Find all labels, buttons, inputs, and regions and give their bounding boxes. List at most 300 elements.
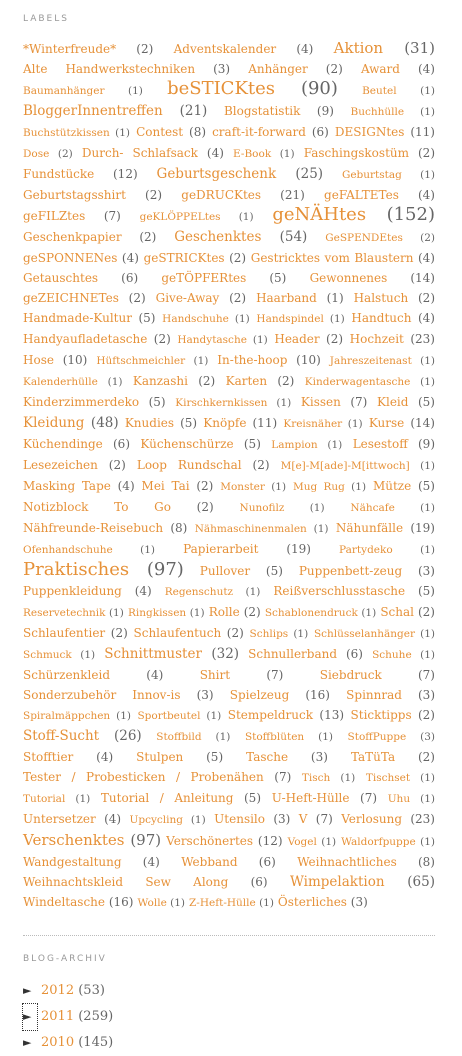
- label-link[interactable]: Sportbeutel: [137, 710, 201, 722]
- label-link[interactable]: Nähunfälle: [335, 521, 404, 535]
- label-link[interactable]: Tutorial / Anleitung: [100, 791, 234, 805]
- label-link[interactable]: Knudies: [124, 416, 175, 430]
- label-link[interactable]: Schlaufentier: [23, 626, 106, 640]
- label-link[interactable]: Partydeko: [339, 544, 393, 556]
- label-item: [23, 479, 135, 493]
- label-link[interactable]: geDRUCKtes: [181, 188, 262, 202]
- label-link[interactable]: Kalenderhülle: [23, 376, 98, 388]
- label-link[interactable]: Praktisches: [23, 559, 130, 580]
- label-count: (1): [347, 418, 363, 430]
- archive-year-link[interactable]: 2010: [41, 1035, 75, 1050]
- label-link[interactable]: Verlosung: [341, 812, 402, 826]
- label-link[interactable]: Lesezeichen: [23, 458, 98, 472]
- label-link[interactable]: Tischset: [365, 772, 411, 784]
- label-count: (2): [326, 332, 344, 346]
- label-count: (1): [420, 649, 435, 661]
- label-link[interactable]: Kleid: [377, 395, 409, 409]
- label-link[interactable]: Stempeldruck: [227, 708, 314, 722]
- label-link[interactable]: Webband: [181, 855, 238, 869]
- label-item: [23, 649, 95, 661]
- label-link[interactable]: Nähfreunde-Reisebuch: [23, 521, 164, 535]
- label-item: [156, 731, 230, 743]
- label-item: [23, 188, 162, 202]
- label-link[interactable]: Mei Tai: [141, 479, 190, 493]
- label-item: [248, 647, 363, 661]
- label-link[interactable]: Vogel: [287, 836, 317, 848]
- label-link[interactable]: Geschenktes: [174, 229, 262, 245]
- label-link[interactable]: Spielzeug: [229, 688, 290, 702]
- label-count: (2): [110, 626, 128, 640]
- label-link[interactable]: In-the-hoop: [217, 353, 288, 367]
- label-link[interactable]: Contest: [136, 125, 184, 139]
- label-link[interactable]: Tisch: [301, 772, 331, 784]
- label-link[interactable]: Loop Rundschal: [136, 458, 242, 472]
- label-link[interactable]: Uhu: [387, 793, 411, 805]
- label-item: [200, 564, 283, 578]
- label-count: (31): [404, 39, 435, 57]
- label-count: (1): [107, 376, 123, 388]
- label-count: (7): [350, 395, 368, 409]
- label-link[interactable]: Handschuhe: [162, 313, 229, 325]
- label-item: [23, 127, 130, 139]
- label-link[interactable]: Halstuch: [353, 291, 409, 305]
- label-item: [174, 229, 307, 245]
- label-item: [246, 750, 328, 764]
- archive-year-link[interactable]: 2011: [41, 1009, 75, 1024]
- label-link[interactable]: Schablonendruck: [264, 607, 358, 619]
- label-link[interactable]: V: [298, 812, 308, 826]
- label-link[interactable]: geFILZtes: [23, 209, 86, 223]
- label-link[interactable]: Shirt: [199, 668, 231, 682]
- archive-year-item: [23, 1004, 435, 1030]
- label-link[interactable]: Wimpelaktion: [290, 874, 385, 890]
- label-link[interactable]: Schürzenkleid: [23, 668, 111, 682]
- label-link[interactable]: geFALTETes: [324, 188, 399, 202]
- label-count: (2): [229, 291, 247, 305]
- label-link[interactable]: Siebdruck: [319, 668, 382, 682]
- label-link[interactable]: Verschenktes: [23, 831, 125, 849]
- label-link[interactable]: Schlüsselanhänger: [313, 628, 416, 640]
- label-link[interactable]: U-Heft-Hülle: [271, 791, 350, 805]
- label-link[interactable]: Ringkissen: [127, 607, 187, 619]
- label-link[interactable]: Baumanhänger: [23, 85, 105, 97]
- label-item: [314, 628, 435, 640]
- label-item: [23, 415, 119, 431]
- label-link[interactable]: Karten: [225, 374, 268, 388]
- label-count: (5): [180, 416, 198, 430]
- label-count: (1): [271, 481, 287, 493]
- label-count: (21): [280, 188, 305, 202]
- label-link[interactable]: Ofenhandschuhe: [23, 544, 113, 556]
- label-link[interactable]: geTÖPFERtes: [161, 271, 247, 285]
- label-link[interactable]: Fundstücke: [23, 167, 95, 181]
- label-item: [23, 42, 153, 56]
- label-count: (4): [121, 251, 139, 265]
- label-item: [351, 311, 435, 325]
- label-link[interactable]: Aktion: [333, 39, 384, 57]
- label-count: (1): [326, 291, 344, 305]
- label-link[interactable]: Haarband: [256, 291, 317, 305]
- label-link[interactable]: Spinnrad: [346, 688, 402, 702]
- label-count: (1): [190, 814, 206, 826]
- label-count: (7): [274, 770, 292, 784]
- label-item: [157, 166, 324, 182]
- label-link[interactable]: Pullover: [199, 564, 251, 578]
- label-link[interactable]: Sonderzubehör Innov-is: [23, 688, 181, 702]
- label-count: (2): [417, 708, 435, 722]
- label-count: (10): [62, 353, 88, 367]
- label-link[interactable]: *Winterfreude*: [23, 42, 117, 56]
- label-link[interactable]: geNÄHtes: [272, 204, 367, 225]
- label-count: (4): [417, 251, 435, 265]
- label-link[interactable]: Durch- Schlafsack: [81, 146, 198, 160]
- label-link[interactable]: Upcycling: [129, 814, 183, 826]
- label-count: (1): [115, 127, 131, 139]
- label-link[interactable]: Handyaufladetasche: [23, 332, 148, 346]
- label-link[interactable]: Stoffbild: [156, 731, 202, 743]
- label-count: (14): [410, 416, 435, 430]
- label-link[interactable]: Windeltasche: [23, 895, 105, 909]
- label-link[interactable]: Schal: [380, 605, 414, 619]
- label-item: [23, 770, 291, 784]
- label-count: (4): [417, 188, 435, 202]
- label-link[interactable]: Mütze: [372, 479, 412, 493]
- label-link[interactable]: Nähmaschinenmalen: [194, 523, 307, 535]
- label-link[interactable]: M[e]-M[ade]-M[ittwoch]: [280, 460, 410, 472]
- label-link[interactable]: Buchhülle: [350, 106, 405, 118]
- label-item: [209, 605, 261, 619]
- label-link[interactable]: Küchendinge: [23, 437, 103, 451]
- label-count: (1): [321, 836, 337, 848]
- label-item: [23, 855, 160, 869]
- archive-year-link[interactable]: 2012: [41, 983, 75, 998]
- label-link[interactable]: Jahreszeitenast: [329, 355, 412, 367]
- label-link[interactable]: DESIGNtes: [334, 125, 405, 139]
- label-item: [23, 875, 268, 889]
- label-item: [351, 708, 435, 722]
- label-count: (8): [417, 855, 435, 869]
- label-count: (2): [325, 62, 343, 76]
- label-count: (14): [410, 271, 435, 285]
- label-count: (5): [269, 271, 287, 285]
- label-link[interactable]: Faschingskostüm: [303, 146, 409, 160]
- label-link[interactable]: Schmuck: [23, 649, 72, 661]
- label-item: [181, 855, 276, 869]
- label-link[interactable]: Award: [360, 62, 400, 76]
- label-count: (3): [310, 750, 328, 764]
- label-count: (10): [296, 353, 321, 367]
- label-link[interactable]: geZEICHNETes: [23, 291, 119, 305]
- label-item: [130, 814, 206, 826]
- label-item: [140, 437, 260, 451]
- label-link[interactable]: Hüftschmeichler: [96, 355, 186, 367]
- label-link[interactable]: Kissen: [300, 395, 341, 409]
- label-count: (4): [117, 479, 135, 493]
- label-link[interactable]: Utensilo: [214, 812, 265, 826]
- label-link[interactable]: Tutorial: [23, 793, 66, 805]
- archive-year-count: (53): [78, 983, 105, 998]
- archive-year-count: (145): [78, 1035, 114, 1050]
- label-link[interactable]: Geschenkpapier: [23, 230, 122, 244]
- label-item: [220, 481, 286, 493]
- label-link[interactable]: craft-it-forward: [212, 125, 306, 139]
- label-link[interactable]: Wandgestaltung: [23, 855, 122, 869]
- label-count: (6): [311, 125, 329, 139]
- label-link[interactable]: Stoff-Sucht: [23, 728, 100, 744]
- label-item: [310, 271, 435, 285]
- label-link[interactable]: Handytasche: [177, 334, 247, 346]
- blog-archive-heading: BLOG-ARCHIV: [23, 954, 107, 964]
- label-item: [339, 544, 435, 556]
- label-count: (8): [170, 521, 188, 535]
- label-item: [23, 271, 138, 285]
- label-link[interactable]: geKLÖPPELtes: [139, 211, 221, 223]
- label-link[interactable]: GeSPENDEtes: [325, 232, 403, 244]
- label-item: [177, 334, 267, 346]
- label-item: [251, 251, 435, 265]
- label-link[interactable]: Tasche: [246, 750, 289, 764]
- label-count: (1): [318, 731, 333, 743]
- label-link[interactable]: Dose: [23, 148, 50, 160]
- label-item: [272, 791, 377, 805]
- label-link[interactable]: Stulpen: [136, 750, 184, 764]
- label-item: [281, 460, 435, 472]
- label-link[interactable]: geSPONNENes: [23, 251, 118, 265]
- label-link[interactable]: TaTüTa: [350, 750, 396, 764]
- label-link[interactable]: Beutel: [362, 85, 397, 97]
- label-count: (2): [108, 458, 126, 472]
- label-link[interactable]: Knöpfe: [203, 416, 247, 430]
- label-count: (152): [386, 204, 435, 225]
- label-link[interactable]: Alte Handwerkstechniken: [23, 62, 196, 76]
- label-link[interactable]: Z-Heft-Hülle: [189, 897, 256, 909]
- label-link[interactable]: Gewonnenes: [309, 271, 388, 285]
- label-link[interactable]: Schlips: [249, 628, 289, 640]
- label-link[interactable]: Tester / Probesticken / Probenähen: [23, 770, 264, 784]
- label-link[interactable]: Reißverschlusstasche: [273, 584, 406, 598]
- label-item: [226, 374, 295, 388]
- label-link[interactable]: Hose: [23, 353, 54, 367]
- label-link[interactable]: Header: [274, 332, 320, 346]
- label-count: (2): [136, 42, 154, 56]
- label-item: [23, 85, 143, 97]
- label-link[interactable]: Untersetzer: [23, 812, 96, 826]
- label-link[interactable]: beSTICKtes: [167, 78, 276, 99]
- label-link[interactable]: Stofftier: [23, 750, 74, 764]
- label-item: [377, 395, 435, 409]
- label-item: [23, 230, 156, 244]
- label-link[interactable]: Kirschkernkissen: [175, 397, 268, 409]
- label-link[interactable]: Sticktipps: [350, 708, 412, 722]
- label-count: (4): [206, 146, 224, 160]
- label-count: (3): [273, 812, 291, 826]
- label-link[interactable]: Waldorfpuppe: [341, 836, 416, 848]
- label-item: [140, 211, 254, 223]
- archive-year-item: [23, 1030, 435, 1056]
- label-link[interactable]: Nähcafe: [350, 502, 395, 514]
- label-item: [23, 521, 187, 535]
- label-item: [233, 148, 295, 160]
- label-link[interactable]: Schnullerband: [248, 647, 338, 661]
- label-link[interactable]: Weihnachtliches: [297, 855, 397, 869]
- label-item: [23, 332, 171, 346]
- label-link[interactable]: Give-Away: [155, 291, 220, 305]
- label-count: (1): [116, 710, 131, 722]
- label-count: (5): [138, 311, 156, 325]
- label-item: [128, 607, 205, 619]
- label-count: (1): [420, 502, 435, 514]
- label-item: [278, 895, 368, 909]
- label-count: (1): [309, 502, 325, 514]
- expand-arrow-icon[interactable]: ►: [23, 1004, 37, 1030]
- label-link[interactable]: Weihnachtskleid Sew Along: [23, 875, 229, 889]
- label-count: (1): [420, 376, 435, 388]
- label-item: [288, 836, 337, 848]
- label-link[interactable]: BloggerInnentreffen: [23, 103, 163, 119]
- label-link[interactable]: Regenschutz: [164, 586, 234, 598]
- label-count: (2): [243, 605, 261, 619]
- label-link[interactable]: Anhänger: [248, 62, 308, 76]
- label-link[interactable]: Geburtstagsshirt: [23, 188, 126, 202]
- label-item: [245, 731, 333, 743]
- label-link[interactable]: StoffPuppe: [347, 731, 407, 743]
- label-count: (11): [410, 125, 435, 139]
- label-item: [217, 353, 321, 367]
- label-link[interactable]: Schlaufentuch: [133, 626, 222, 640]
- label-count: (7): [103, 209, 121, 223]
- label-count: (48): [90, 415, 119, 431]
- label-item: [134, 626, 244, 640]
- label-count: (4): [96, 750, 114, 764]
- label-link[interactable]: Lesestoff: [352, 437, 408, 451]
- label-link[interactable]: Gestricktes vom Blaustern: [250, 251, 414, 265]
- label-item: [181, 188, 305, 202]
- label-count: (5): [417, 395, 435, 409]
- label-count: (5): [148, 395, 166, 409]
- label-link[interactable]: Masking Tape: [23, 479, 111, 493]
- label-link[interactable]: Puppenbett-zeug: [298, 564, 403, 578]
- label-item: [23, 311, 155, 325]
- label-item: [212, 125, 329, 139]
- label-item: [361, 62, 435, 76]
- label-link[interactable]: Buchstützkissen: [23, 127, 110, 139]
- label-count: (26): [113, 728, 142, 744]
- label-item: [250, 628, 309, 640]
- label-count: (1): [108, 607, 124, 619]
- label-link[interactable]: Stoffblüten: [244, 731, 305, 743]
- label-count: (2): [153, 332, 171, 346]
- label-link[interactable]: Handmade-Kultur: [23, 311, 132, 325]
- label-link[interactable]: Kinderwagentasche: [304, 376, 411, 388]
- label-count: (2): [196, 500, 214, 514]
- label-link[interactable]: Österliches: [277, 895, 347, 909]
- label-link[interactable]: Hochzeit: [349, 332, 404, 346]
- label-link[interactable]: Reservetechnik: [23, 607, 106, 619]
- label-link[interactable]: Getauschtes: [23, 271, 99, 285]
- label-item: [372, 649, 435, 661]
- label-link[interactable]: Handspindel: [256, 313, 324, 325]
- label-item: [293, 481, 366, 493]
- label-link[interactable]: Kreisnäher: [283, 418, 343, 430]
- expand-arrow-icon[interactable]: ►: [23, 984, 32, 997]
- label-link[interactable]: Spiralmäppchen: [23, 710, 111, 722]
- label-item: [23, 458, 126, 472]
- label-item: [23, 544, 155, 556]
- label-item: [341, 812, 435, 826]
- label-link[interactable]: Blogstatistik: [223, 104, 301, 118]
- label-link[interactable]: geSTRICKtes: [143, 251, 225, 265]
- label-count: (4): [134, 584, 152, 598]
- label-count: (4): [142, 855, 160, 869]
- expand-arrow-icon[interactable]: ►: [23, 1036, 32, 1049]
- label-item: [224, 104, 334, 118]
- label-item: [336, 521, 435, 535]
- label-item: [101, 791, 261, 805]
- label-link[interactable]: Geburtstag: [341, 169, 402, 181]
- archive-year-count: (259): [78, 1009, 114, 1024]
- label-link[interactable]: Puppenkleidung: [23, 584, 122, 598]
- label-link[interactable]: Kinderzimmerdeko: [23, 395, 140, 409]
- label-link[interactable]: E-Book: [233, 148, 272, 160]
- label-item: [301, 395, 367, 409]
- label-item: [373, 479, 435, 493]
- label-link[interactable]: Monster: [220, 481, 265, 493]
- label-count: (12): [113, 167, 138, 181]
- label-item: [136, 125, 206, 139]
- label-link[interactable]: Notizblock To Go: [23, 500, 171, 514]
- label-count: (6): [345, 647, 363, 661]
- label-link[interactable]: Küchenschürze: [140, 437, 234, 451]
- label-item: [183, 542, 311, 556]
- label-count: (2): [417, 750, 435, 764]
- label-link[interactable]: Papierarbeit: [183, 542, 259, 556]
- label-count: (23): [410, 332, 435, 346]
- label-count: (4): [296, 42, 314, 56]
- label-link[interactable]: Kurse: [368, 416, 405, 430]
- label-link[interactable]: Verschönertes: [166, 834, 254, 848]
- label-item: [23, 559, 184, 580]
- label-count: (1): [420, 106, 435, 118]
- label-link[interactable]: Wolle: [137, 897, 167, 909]
- label-item: [162, 313, 250, 325]
- label-item: [240, 502, 325, 514]
- label-count: (1): [80, 649, 96, 661]
- label-link[interactable]: Schnittmuster: [104, 646, 202, 662]
- label-count: (4): [417, 62, 435, 76]
- label-item: [248, 62, 343, 76]
- label-count: (4): [417, 311, 435, 325]
- label-item: [23, 895, 133, 909]
- label-link[interactable]: Handtuch: [351, 311, 412, 325]
- label-item: [256, 313, 344, 325]
- label-link[interactable]: Adventskalender: [173, 42, 277, 56]
- label-link[interactable]: Nunofilz: [239, 502, 285, 514]
- label-link[interactable]: Schuhe: [372, 649, 412, 661]
- label-link[interactable]: Kanzashi: [132, 374, 188, 388]
- label-item: [341, 836, 435, 848]
- label-item: [369, 416, 435, 430]
- label-count: (2): [277, 374, 295, 388]
- label-item: [330, 355, 435, 367]
- label-link[interactable]: Mug Rug: [292, 481, 345, 493]
- label-link[interactable]: Kleidung: [23, 415, 85, 431]
- label-link[interactable]: Lampion: [271, 439, 318, 451]
- label-count: (19): [410, 521, 435, 535]
- label-item: [23, 812, 121, 826]
- label-link[interactable]: Rolle: [208, 605, 240, 619]
- label-link[interactable]: Geburtsgeschenk: [156, 166, 277, 182]
- label-item: [203, 416, 277, 430]
